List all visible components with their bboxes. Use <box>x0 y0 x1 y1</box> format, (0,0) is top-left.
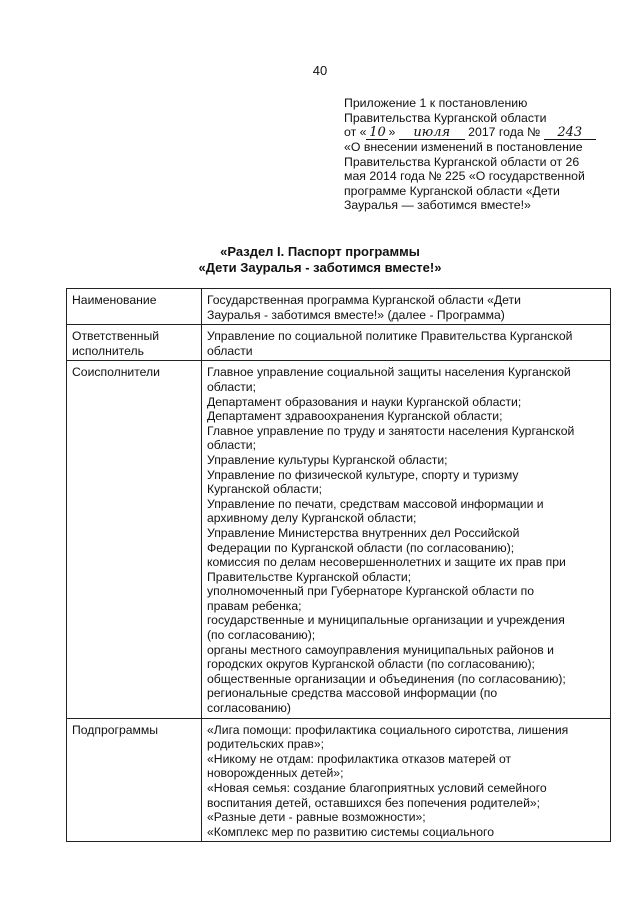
row-value-line: родительских прав»; <box>207 737 324 752</box>
row-value-line: Главное управление социальной защиты населения Курганской <box>207 365 571 380</box>
row-label: Соисполнители <box>67 361 202 718</box>
row-value-line: Главное управление по труду и занятости населения Курганской <box>207 423 575 438</box>
row-value-line: Государственная программа Курганской области «Дети <box>207 293 521 307</box>
row-value-line: «Разные дети - равные возможности»; <box>207 810 426 825</box>
appendix-subject-4: программе Курганской области «Дети <box>344 183 560 198</box>
row-value-line: Управление по физической культуре, спорту и туризму <box>207 467 519 482</box>
table-row <box>67 325 611 361</box>
table-row <box>67 718 611 842</box>
passport-table <box>66 288 611 842</box>
row-value-line: региональные средства массовой информации (по <box>207 686 498 701</box>
table-row <box>67 289 611 325</box>
passport-table-body <box>67 289 611 842</box>
row-value <box>202 361 611 718</box>
row-label: Ответственный исполнитель <box>67 325 202 361</box>
row-label: Наименование <box>67 289 202 325</box>
appendix-line-2: Правительства Курганской области <box>344 110 547 125</box>
row-value-line: Управление Министерства внутренних дел Российской <box>207 525 520 540</box>
handwritten-day: 10 <box>366 127 388 140</box>
row-value-line: Департамент образования и науки Курганской области; <box>207 394 522 409</box>
row-value <box>202 325 611 361</box>
row-value-line: Департамент здравоохранения Курганской области; <box>207 409 503 424</box>
row-value-line: «Комплекс мер по развитию системы социального <box>207 824 495 839</box>
row-value-line: Курганской области; <box>207 482 323 497</box>
handwritten-month: июля <box>399 127 465 140</box>
row-label: Подпрограммы <box>67 718 202 842</box>
row-value-line: согласованию) <box>207 701 291 716</box>
row-value-line: архивному делу Курганской области; <box>207 511 417 526</box>
row-value-line: новорожденных детей»; <box>207 766 344 781</box>
row-value-line: воспитания детей, оставшихся без попечения родителей»; <box>207 795 541 810</box>
row-value-line: (по согласованию); <box>207 628 316 643</box>
row-value-line: комиссия по делам несовершеннолетних и защите их прав при <box>207 555 566 570</box>
row-value-line: Зауралья - заботимся вместе!» (далее - Программа) <box>207 307 505 322</box>
row-value-line: «Лига помощи: профилактика социального сиротства, лишения <box>207 722 569 737</box>
appendix-subject-3: мая 2014 года № 225 «О государственной <box>344 169 585 183</box>
row-value-line: государственные и муниципальные организации и учреждения <box>207 613 565 628</box>
appendix-subject-2: Правительства Курганской области от 26 <box>344 154 580 169</box>
row-value-line: городских округов Курганской области (по согласованию); <box>207 657 535 672</box>
section-title-line-1: «Раздел I. Паспорт программы <box>220 244 420 259</box>
row-value-line: области <box>207 343 253 358</box>
date-year: 2017 года № <box>468 125 541 139</box>
table-row <box>67 361 611 718</box>
row-value-line: «Никому не отдам: профилактика отказов матерей от <box>207 751 512 766</box>
row-value-line: области; <box>207 379 256 394</box>
row-value-line: Управление культуры Курганской области; <box>207 452 448 467</box>
appendix-date-line <box>344 125 614 140</box>
handwritten-number: 243 <box>544 127 596 140</box>
row-value-line: Управление по социальной политике Правительства Курганской <box>207 329 573 344</box>
section-title <box>0 244 640 276</box>
date-prefix: от « <box>344 125 367 139</box>
appendix-block <box>344 96 614 213</box>
appendix-subject-1: «О внесении изменений в постановление <box>344 140 583 154</box>
row-value <box>202 289 611 325</box>
page-number: 40 <box>312 63 328 78</box>
section-title-line-2: «Дети Зауралья - заботимся вместе!» <box>198 260 442 275</box>
row-value-line: органы местного самоуправления муниципальных районов и <box>207 642 554 657</box>
row-value-line: Федерации по Курганской области (по согласованию); <box>207 540 515 555</box>
row-value-line: области; <box>207 438 256 453</box>
row-value <box>202 718 611 842</box>
row-value-line: общественные организации и объединения (по согласованию); <box>207 671 566 686</box>
date-mid: » <box>388 125 396 139</box>
appendix-subject-5: Зауралья — заботимся вместе!» <box>344 198 531 212</box>
row-value-line: «Новая семья: создание благоприятных условий семейного <box>207 781 547 795</box>
row-value-line: Правительстве Курганской области; <box>207 569 412 584</box>
appendix-line-1: Приложение 1 к постановлению <box>344 96 528 110</box>
row-value-line: Управление по печати, средствам массовой информации и <box>207 496 544 511</box>
row-value-line: уполномоченный при Губернаторе Курганской области по <box>207 584 535 599</box>
row-value-line: правам ребенка; <box>207 598 302 613</box>
